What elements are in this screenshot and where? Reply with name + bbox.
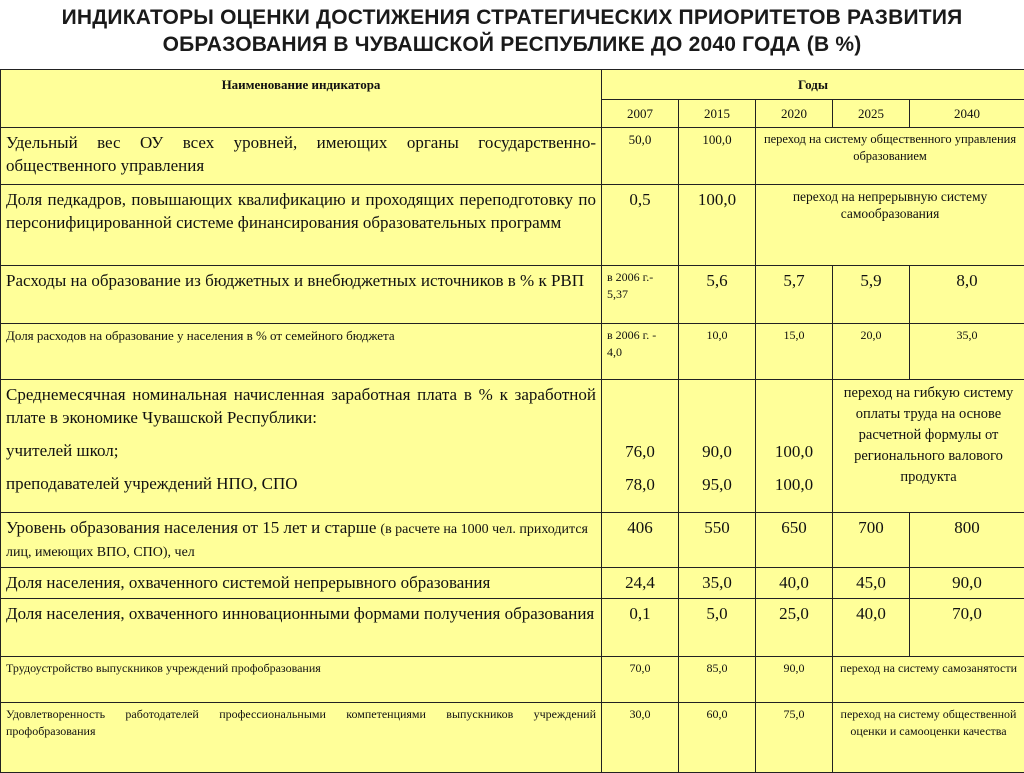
row-10-2007: 30,0 (602, 703, 679, 773)
header-years: Годы (602, 70, 1024, 100)
row-6-2007: 406 (602, 513, 679, 568)
row-5-sub-2-2020: 100,0 (761, 473, 827, 496)
row-9-2007: 70,0 (602, 657, 679, 703)
row-5-2020 (756, 380, 833, 513)
row-5-title: Среднемесячная номинальная начисленная заработная плата в % к заработной плате в экономике Чувашской Республики: (6, 383, 596, 429)
table-row (1, 380, 1024, 513)
row-9-outlook: переход на систему самозанятости (833, 657, 1024, 703)
header-indicator: Наименование индикатора (1, 70, 602, 128)
row-5-sub-2-2015: 95,0 (684, 473, 750, 496)
row-7-name: Доля населения, охваченного системой непрерывного образования (1, 568, 602, 599)
table-row (1, 128, 1024, 185)
row-6-name (1, 513, 602, 568)
row-6-2015: 550 (679, 513, 756, 568)
row-4-2025: 20,0 (833, 324, 910, 380)
year-2007: 2007 (602, 100, 679, 128)
title-line-1: ИНДИКАТОРЫ ОЦЕНКИ ДОСТИЖЕНИЯ СТРАТЕГИЧЕСКИХ ПРИОРИТЕТОВ РАЗВИТИЯ (0, 4, 1024, 31)
row-2-outlook: переход на непрерывную систему самообразования (756, 185, 1024, 266)
header-row (1, 70, 1024, 100)
table-row (1, 657, 1024, 703)
row-9-2015: 85,0 (679, 657, 756, 703)
year-2020: 2020 (756, 100, 833, 128)
indicators-table (0, 69, 1024, 773)
row-6-2040: 800 (910, 513, 1024, 568)
row-5-sub-2-2007: 78,0 (607, 473, 673, 496)
table-row (1, 599, 1024, 657)
row-7-2025: 45,0 (833, 568, 910, 599)
table-row (1, 324, 1024, 380)
year-2015: 2015 (679, 100, 756, 128)
row-5-sub-2: преподавателей учреждений НПО, СПО (6, 472, 596, 495)
row-3-name: Расходы на образование из бюджетных и внебюджетных источников в % к РВП (1, 266, 602, 324)
year-2025: 2025 (833, 100, 910, 128)
row-5-sub-1-2020: 100,0 (761, 440, 827, 463)
row-2-2015: 100,0 (679, 185, 756, 266)
row-6-title: Уровень образования населения от 15 лет и старше (6, 518, 376, 537)
row-7-2040: 90,0 (910, 568, 1024, 599)
row-8-2007: 0,1 (602, 599, 679, 657)
row-5-outlook: переход на гибкую систему оплаты труда на основе расчетной формулы от регионального валового продукта (833, 380, 1024, 513)
row-3-2025: 5,9 (833, 266, 910, 324)
row-4-2040: 35,0 (910, 324, 1024, 380)
year-2040: 2040 (910, 100, 1024, 128)
row-10-name: Удовлетворенность работодателей профессиональными компетенциями выпускников учреждений профобразования (1, 703, 602, 773)
table-row (1, 266, 1024, 324)
row-3-2015: 5,6 (679, 266, 756, 324)
row-5-name (1, 380, 602, 513)
row-6-2025: 700 (833, 513, 910, 568)
row-4-2015: 10,0 (679, 324, 756, 380)
row-8-2040: 70,0 (910, 599, 1024, 657)
table-row (1, 513, 1024, 568)
row-1-outlook: переход на систему общественного управления образованием (756, 128, 1024, 185)
row-10-2020: 75,0 (756, 703, 833, 773)
row-5-sub-1-2007: 76,0 (607, 440, 673, 463)
page-title (0, 4, 1024, 58)
row-7-2007: 24,4 (602, 568, 679, 599)
row-8-2020: 25,0 (756, 599, 833, 657)
row-8-2025: 40,0 (833, 599, 910, 657)
row-8-name: Доля населения, охваченного инновационными формами получения образования (1, 599, 602, 657)
row-6-note: (в расчете на 1000 чел. приходится лиц, имеющих ВПО, СПО), чел (6, 522, 588, 560)
row-1-name: Удельный вес ОУ всех уровней, имеющих органы государственно-общественного управления (1, 128, 602, 185)
row-1-2007: 50,0 (602, 128, 679, 185)
row-8-2015: 5,0 (679, 599, 756, 657)
row-4-name: Доля расходов на образование у населения в % от семейного бюджета (1, 324, 602, 380)
title-line-2: ОБРАЗОВАНИЯ В ЧУВАШСКОЙ РЕСПУБЛИКЕ ДО 2040 ГОДА (В %) (0, 31, 1024, 58)
row-4-2007: в 2006 г. - 4,0 (602, 324, 679, 380)
row-5-sub-1: учителей школ; (6, 439, 596, 462)
row-5-sub-1-2015: 90,0 (684, 440, 750, 463)
row-10-outlook: переход на систему общественной оценки и самооценки качества (833, 703, 1024, 773)
row-2-name: Доля педкадров, повышающих квалификацию и проходящих переподготовку по персонифицированной системе финансирования образовательных программ (1, 185, 602, 266)
row-3-2020: 5,7 (756, 266, 833, 324)
row-7-2020: 40,0 (756, 568, 833, 599)
row-6-2020: 650 (756, 513, 833, 568)
row-3-2007: в 2006 г.- 5,37 (602, 266, 679, 324)
table-row (1, 703, 1024, 773)
table-row (1, 568, 1024, 599)
row-9-name: Трудоустройство выпускников учреждений профобразования (1, 657, 602, 703)
row-3-2040: 8,0 (910, 266, 1024, 324)
row-1-2015: 100,0 (679, 128, 756, 185)
row-5-2015 (679, 380, 756, 513)
table-row (1, 185, 1024, 266)
row-4-2020: 15,0 (756, 324, 833, 380)
row-7-2015: 35,0 (679, 568, 756, 599)
row-2-2007: 0,5 (602, 185, 679, 266)
row-5-2007 (602, 380, 679, 513)
row-10-2015: 60,0 (679, 703, 756, 773)
row-9-2020: 90,0 (756, 657, 833, 703)
